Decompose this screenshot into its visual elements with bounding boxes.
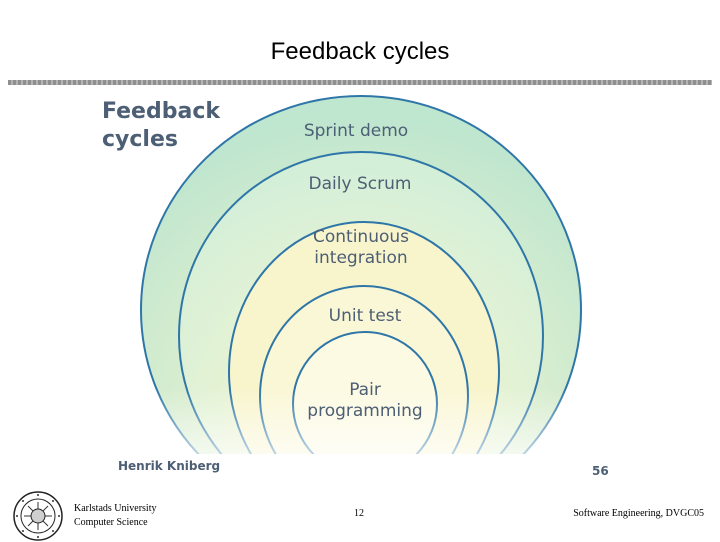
label-continuous: Continuous [312,227,410,247]
institution-name: Karlstads University [74,503,157,514]
label-pair: Pair [349,380,381,400]
feedback-cycles-diagram [96,88,616,486]
label-daily-scrum: Daily Scrum [308,174,412,194]
slide-title: Feedback cycles [270,38,450,65]
diagram-heading-line2: cycles [102,127,178,152]
label-programming: programming [307,401,423,421]
diagram-author: Henrik Kniberg [118,459,221,473]
university-seal-icon [12,490,64,542]
label-integration: integration [314,248,408,268]
institution-block [74,502,157,530]
label-sprint-demo: Sprint demo [303,121,409,141]
diagram-figure-number: 56 [592,464,609,478]
diagram-heading-line1: Feedback [102,99,220,124]
course-label: Software Engineering, DVGC05 [573,508,704,519]
title-divider [8,80,712,85]
department-name: Computer Science [74,517,148,528]
page-number: 12 [354,508,364,519]
label-unit-test: Unit test [328,306,402,326]
